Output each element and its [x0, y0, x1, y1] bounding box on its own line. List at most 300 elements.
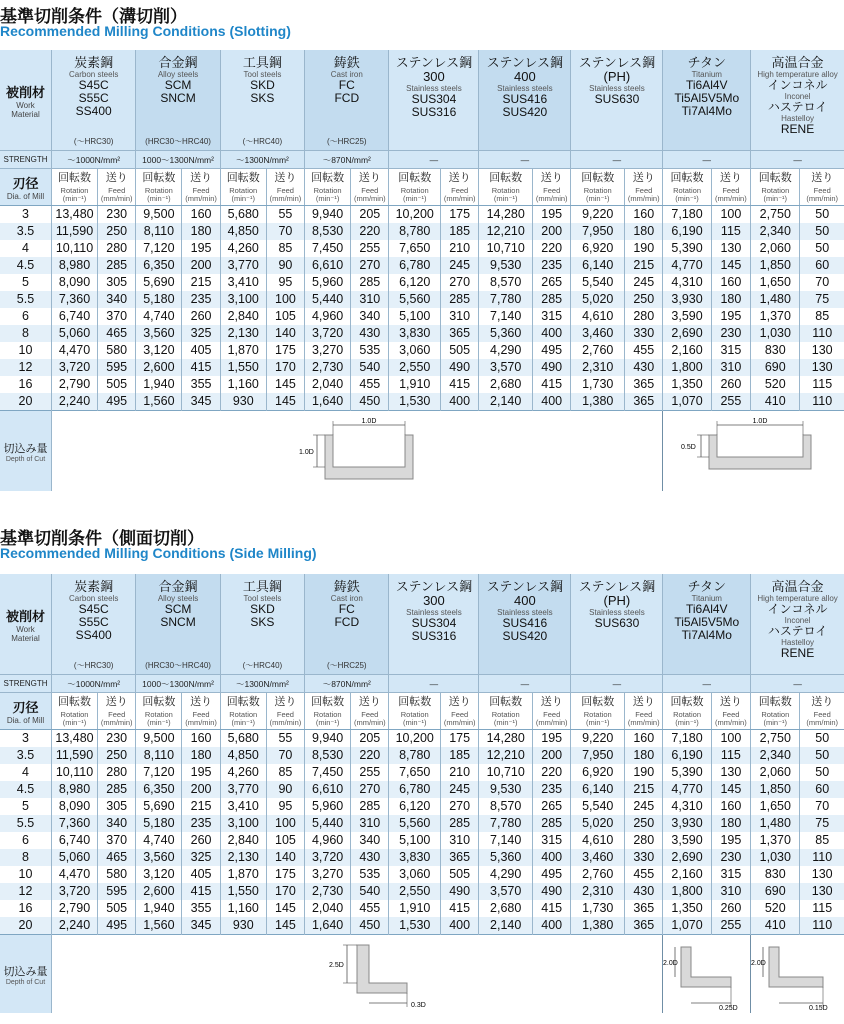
rotation-cell: 1,640: [305, 917, 351, 935]
rotation-cell: 3,560: [136, 849, 182, 866]
side-milling-table: [0, 574, 844, 1013]
rotation-cell: 3,720: [52, 359, 98, 376]
feed-cell: 260: [182, 308, 220, 325]
side-diagram-cell-3: [751, 935, 844, 1014]
rotation-cell: 2,310: [571, 883, 625, 900]
feed-cell: 280: [625, 308, 663, 325]
rotation-cell: 1,850: [751, 257, 800, 274]
rotation-cell: 2,730: [305, 359, 351, 376]
rotation-cell: 6,190: [663, 223, 711, 240]
feed-cell: 255: [351, 240, 389, 257]
diameter-cell: 10: [0, 342, 52, 359]
depth-of-cut-jp: 切込み量: [3, 965, 48, 978]
rotation-cell: 6,780: [389, 257, 441, 274]
feed-cell: 115: [711, 223, 750, 240]
rotation-cell: 4,740: [136, 832, 182, 849]
feed-cell: 145: [266, 393, 304, 411]
feed-cell: 250: [625, 815, 663, 832]
rotation-cell: 1,940: [136, 900, 182, 917]
diameter-cell: 5: [0, 798, 52, 815]
slotting-section: [0, 0, 844, 510]
rotation-cell: 2,340: [751, 747, 800, 764]
feed-cell: 195: [711, 308, 750, 325]
rotation-en: Rotation: [583, 710, 612, 719]
feed-cell: 75: [800, 291, 844, 308]
feed-cell: 190: [625, 240, 663, 257]
rotation-cell: 2,730: [305, 883, 351, 900]
rotation-unit-text: (min⁻¹): [402, 194, 427, 203]
material-name-jp: 工具鋼: [242, 579, 282, 594]
rotation-en: Rotation: [491, 710, 520, 719]
feed-cell: 430: [625, 359, 663, 376]
feed-unit: [533, 709, 571, 730]
material-grade: SUS304: [411, 616, 457, 630]
feed-cell: 285: [98, 257, 136, 274]
material-grade: Inconel: [784, 92, 811, 101]
material-strength: —: [389, 151, 479, 169]
rotation-unit: [389, 185, 441, 206]
feed-cell: 90: [266, 257, 304, 274]
feed-cell: 130: [800, 342, 844, 359]
rotation-header: 回転数: [479, 169, 533, 186]
feed-cell: 235: [182, 291, 220, 308]
feed-cell: 315: [711, 342, 750, 359]
material-grade: Ti7Al4Mo: [681, 628, 732, 642]
rotation-cell: 4,260: [220, 240, 266, 257]
feed-cell: 50: [800, 206, 844, 224]
rotation-cell: 4,310: [663, 798, 711, 815]
material-strength: 1000～1300N/mm²: [136, 151, 220, 169]
table-row: [0, 900, 844, 917]
rotation-unit: [52, 709, 98, 730]
table-row: [0, 308, 844, 325]
work-material-en2: Material: [11, 633, 40, 643]
diameter-label-en: Dia. of Mill: [6, 716, 45, 725]
rotation-cell: 3,060: [389, 342, 441, 359]
material-grade: Ti5Al5V5Mo: [674, 91, 740, 105]
rotation-cell: 3,460: [571, 849, 625, 866]
material-series: 300: [423, 69, 445, 84]
rotation-en: Rotation: [229, 710, 258, 719]
rotation-cell: 8,780: [389, 223, 441, 240]
rotation-cell: 1,070: [663, 393, 711, 411]
rotation-cell: 7,140: [479, 832, 533, 849]
feed-cell: 340: [351, 832, 389, 849]
feed-cell: 345: [182, 917, 220, 935]
material-hardness: (HRC30～HRC40): [145, 661, 211, 670]
slot2-width-label: 1.0D: [753, 418, 768, 425]
feed-unit-text: (mm/min): [806, 194, 839, 203]
material-grade: FCD: [334, 91, 360, 105]
feed-cell: 160: [625, 206, 663, 224]
rotation-cell: 5,390: [663, 764, 711, 781]
material-name-en: Stainless steels: [497, 608, 553, 617]
feed-en: Feed: [543, 186, 561, 195]
rotation-unit-text: (min⁻¹): [763, 718, 788, 727]
feed-cell: 330: [625, 849, 663, 866]
feed-cell: 245: [440, 781, 478, 798]
feed-cell: 180: [182, 747, 220, 764]
feed-unit: [625, 185, 663, 206]
rotation-cell: 9,220: [571, 206, 625, 224]
depth-of-cut-en: Depth of Cut: [5, 455, 46, 463]
rotation-cell: 1,380: [571, 917, 625, 935]
feed-en: Feed: [276, 186, 294, 195]
feed-cell: 145: [266, 376, 304, 393]
feed-cell: 270: [440, 798, 478, 815]
rotation-cell: 5,540: [571, 274, 625, 291]
feed-cell: 365: [625, 393, 663, 411]
rotation-cell: 2,760: [571, 866, 625, 883]
material-grade: SUS420: [502, 629, 548, 643]
rotation-cell: 5,560: [389, 815, 441, 832]
rotation-header: 回転数: [751, 169, 800, 186]
rotation-cell: 2,240: [52, 917, 98, 935]
side-diagram-2: [663, 937, 743, 1011]
diameter-label-en: Dia. of Mill: [6, 192, 45, 201]
rotation-cell: 3,720: [305, 849, 351, 866]
rotation-cell: 5,440: [305, 291, 351, 308]
feed-cell: 340: [98, 815, 136, 832]
material-name-jp: 合金鋼: [158, 55, 198, 70]
material-strength: —: [751, 675, 844, 693]
rotation-header: 回転数: [571, 169, 625, 186]
rotation-unit-text: (min⁻¹): [147, 718, 171, 727]
rotation-cell: 1,530: [389, 393, 441, 411]
rotation-cell: 6,920: [571, 764, 625, 781]
rotation-cell: 4,770: [663, 257, 711, 274]
feed-header: 送り: [182, 693, 220, 710]
rotation-cell: 1,380: [571, 393, 625, 411]
feed-header: 送り: [440, 169, 478, 186]
material-name-en: Stainless steels: [406, 84, 462, 93]
feed-cell: 330: [625, 325, 663, 342]
rotation-cell: 3,830: [389, 325, 441, 342]
feed-cell: 400: [440, 393, 478, 411]
material-grade: RENE: [780, 646, 815, 660]
rotation-header: 回転数: [220, 169, 266, 186]
feed-cell: 95: [266, 274, 304, 291]
material-header: [751, 50, 844, 151]
rotation-cell: 2,140: [479, 393, 533, 411]
rotation-cell: 11,590: [52, 747, 98, 764]
feed-cell: 400: [533, 393, 571, 411]
feed-unit-text: (mm/min): [715, 718, 747, 727]
table-row: [0, 764, 844, 781]
rotation-unit-text: (min⁻¹): [493, 718, 518, 727]
diameter-cell: 16: [0, 900, 52, 917]
rotation-cell: 1,370: [751, 308, 800, 325]
rotation-en: Rotation: [313, 186, 342, 195]
rotation-cell: 5,360: [479, 325, 533, 342]
diameter-cell: 4.5: [0, 257, 52, 274]
feed-unit: [182, 709, 220, 730]
material-grade: SCM: [164, 78, 192, 92]
rotation-cell: 7,360: [52, 815, 98, 832]
material-grade: Ti6Al4V: [685, 602, 728, 616]
side-diagram-3: [751, 937, 835, 1011]
material-header: [305, 50, 389, 151]
table-row: [0, 815, 844, 832]
rotation-cell: 2,040: [305, 376, 351, 393]
rotation-cell: 1,480: [751, 815, 800, 832]
feed-cell: 430: [625, 883, 663, 900]
material-name-en: Carbon steels: [69, 70, 119, 79]
rotation-cell: 1,730: [571, 376, 625, 393]
feed-cell: 540: [351, 883, 389, 900]
feed-cell: 185: [440, 223, 478, 240]
side-title-en: Recommended Milling Conditions (Side Milling): [0, 545, 317, 561]
rotation-cell: 930: [220, 917, 266, 935]
rotation-cell: 2,060: [751, 240, 800, 257]
feed-cell: 260: [182, 832, 220, 849]
feed-cell: 100: [711, 206, 750, 224]
work-material-en1: Work: [16, 624, 35, 634]
rotation-header: 回転数: [663, 693, 711, 710]
material-name-jp: 炭素鋼: [74, 579, 114, 594]
feed-cell: 355: [182, 900, 220, 917]
rotation-en: Rotation: [229, 186, 258, 195]
rotation-cell: 3,830: [389, 849, 441, 866]
rotation-cell: 830: [751, 866, 800, 883]
slot2-depth-label: 0.5D: [681, 444, 697, 451]
rotation-cell: 690: [751, 359, 800, 376]
rotation-cell: 5,690: [136, 798, 182, 815]
feed-cell: 305: [98, 274, 136, 291]
diameter-cell: 8: [0, 325, 52, 342]
feed-cell: 270: [440, 274, 478, 291]
rotation-cell: 2,680: [479, 376, 533, 393]
depth-of-cut-en: Depth of Cut: [5, 978, 46, 986]
rotation-cell: 1,870: [220, 866, 266, 883]
feed-unit: [440, 185, 478, 206]
table-row: [0, 781, 844, 798]
rotation-cell: 9,500: [136, 730, 182, 748]
slot-diagram-half: [671, 417, 821, 487]
feed-cell: 195: [533, 730, 571, 748]
feed-cell: 255: [711, 917, 750, 935]
feed-cell: 110: [800, 917, 844, 935]
slotting-title-jp: 基準切削条件（溝切削）: [0, 7, 187, 26]
rotation-cell: 5,100: [389, 308, 441, 325]
diameter-cell: 3.5: [0, 223, 52, 240]
rotation-cell: 2,600: [136, 883, 182, 900]
material-hardness: (～HRC25): [327, 137, 367, 146]
feed-en: Feed: [635, 186, 653, 195]
material-grade: S55C: [78, 91, 109, 105]
diameter-cell: 4: [0, 764, 52, 781]
feed-cell: 205: [351, 206, 389, 224]
material-header: [571, 50, 663, 151]
table-row: [0, 849, 844, 866]
rotation-cell: 3,720: [305, 325, 351, 342]
rotation-en: Rotation: [144, 710, 173, 719]
feed-header: 送り: [440, 693, 478, 710]
rotation-cell: 7,450: [305, 240, 351, 257]
feed-cell: 450: [351, 393, 389, 411]
rotation-cell: 3,770: [220, 781, 266, 798]
rotation-en: Rotation: [673, 710, 702, 719]
feed-cell: 140: [266, 849, 304, 866]
feed-cell: 115: [711, 747, 750, 764]
rotation-header: 回転数: [663, 169, 711, 186]
rotation-en: Rotation: [60, 710, 89, 719]
feed-cell: 50: [800, 764, 844, 781]
work-material-label: [0, 574, 52, 675]
rotation-cell: 5,360: [479, 849, 533, 866]
feed-cell: 210: [440, 240, 478, 257]
work-material-en1: Work: [16, 100, 35, 110]
material-grade: FCD: [334, 615, 360, 629]
rotation-cell: 6,140: [571, 257, 625, 274]
feed-cell: 285: [351, 798, 389, 815]
feed-cell: 200: [182, 257, 220, 274]
feed-cell: 325: [182, 325, 220, 342]
material-grade: SUS416: [502, 92, 548, 106]
feed-cell: 185: [440, 747, 478, 764]
material-series: 300: [423, 593, 445, 608]
rotation-cell: 3,270: [305, 342, 351, 359]
table-row: [0, 866, 844, 883]
feed-cell: 365: [440, 849, 478, 866]
rotation-cell: 3,570: [479, 359, 533, 376]
rotation-cell: 12,210: [479, 747, 533, 764]
rotation-cell: 7,180: [663, 730, 711, 748]
feed-cell: 115: [800, 376, 844, 393]
feed-unit-text: (mm/min): [185, 718, 217, 727]
rotation-cell: 9,500: [136, 206, 182, 224]
material-grade: FC: [338, 78, 355, 92]
rotation-header: 回転数: [751, 693, 800, 710]
rotation-cell: 1,730: [571, 900, 625, 917]
feed-cell: 175: [266, 866, 304, 883]
material-header: [52, 574, 136, 675]
rotation-cell: 1,910: [389, 900, 441, 917]
feed-cell: 455: [351, 376, 389, 393]
feed-cell: 175: [440, 206, 478, 224]
feed-cell: 280: [625, 832, 663, 849]
rotation-cell: 3,100: [220, 815, 266, 832]
table-row: [0, 223, 844, 240]
rotation-cell: 2,750: [751, 730, 800, 748]
material-name-jp: 高温合金: [771, 579, 824, 594]
table-row: [0, 917, 844, 935]
feed-unit-text: (mm/min): [269, 194, 302, 203]
material-name-en: High temperature alloy: [757, 594, 838, 603]
side3-depth-label: 2.0D: [751, 960, 766, 967]
feed-cell: 175: [440, 730, 478, 748]
rotation-cell: 2,690: [663, 325, 711, 342]
material-name-en: Tool steels: [243, 70, 282, 79]
rotation-cell: 2,600: [136, 359, 182, 376]
rotation-cell: 3,590: [663, 308, 711, 325]
feed-cell: 235: [533, 781, 571, 798]
feed-cell: 230: [98, 730, 136, 748]
rotation-cell: 7,950: [571, 747, 625, 764]
side2-depth-label: 2.0D: [663, 960, 679, 967]
feed-cell: 340: [98, 291, 136, 308]
material-strength: ～1300N/mm²: [220, 151, 304, 169]
depth-of-cut-jp: 切込み量: [3, 442, 48, 455]
feed-cell: 310: [440, 308, 478, 325]
table-row: [0, 291, 844, 308]
rotation-cell: 2,750: [751, 206, 800, 224]
rotation-unit-text: (min⁻¹): [315, 194, 340, 203]
material-name-en: Stainless steels: [589, 608, 645, 617]
rotation-unit-text: (min⁻¹): [493, 194, 518, 203]
slot-width-label: 1.0D: [361, 418, 377, 425]
rotation-cell: 1,030: [751, 849, 800, 866]
rotation-cell: 1,370: [751, 832, 800, 849]
rotation-unit-text: (min⁻¹): [402, 718, 427, 727]
rotation-cell: 4,850: [220, 747, 266, 764]
feed-cell: 365: [625, 900, 663, 917]
feed-cell: 220: [533, 240, 571, 257]
material-grade: SKD: [250, 78, 275, 92]
feed-cell: 255: [711, 393, 750, 411]
feed-unit-text: (mm/min): [806, 718, 839, 727]
feed-cell: 230: [711, 325, 750, 342]
feed-unit: [800, 185, 844, 206]
rotation-cell: 410: [751, 917, 800, 935]
feed-unit-text: (mm/min): [269, 718, 302, 727]
feed-header: 送り: [98, 693, 136, 710]
rotation-unit-text: (min⁻¹): [585, 194, 610, 203]
rotation-cell: 10,710: [479, 764, 533, 781]
feed-cell: 345: [182, 393, 220, 411]
rotation-cell: 5,680: [220, 730, 266, 748]
feed-unit: [711, 185, 750, 206]
feed-cell: 260: [711, 900, 750, 917]
feed-cell: 115: [800, 900, 844, 917]
feed-header: 送り: [533, 169, 571, 186]
material-hardness: (～HRC40): [242, 661, 283, 670]
feed-cell: 180: [625, 223, 663, 240]
rotation-header: 回転数: [52, 693, 98, 710]
rotation-en: Rotation: [144, 186, 173, 195]
rotation-cell: 4,290: [479, 866, 533, 883]
diameter-label-jp: 刃径: [12, 700, 39, 715]
feed-cell: 400: [533, 849, 571, 866]
feed-en: Feed: [451, 186, 469, 195]
diameter-label-jp: 刃径: [12, 176, 39, 191]
rotation-header: 回転数: [571, 693, 625, 710]
feed-cell: 250: [625, 291, 663, 308]
feed-cell: 310: [440, 832, 478, 849]
rotation-cell: 1,350: [663, 376, 711, 393]
rotation-cell: 5,540: [571, 798, 625, 815]
feed-cell: 400: [533, 917, 571, 935]
rotation-unit: [136, 185, 182, 206]
feed-header: 送り: [711, 693, 750, 710]
material-strength: ～1000N/mm²: [52, 151, 136, 169]
rotation-unit-text: (min⁻¹): [62, 194, 87, 203]
feed-cell: 195: [182, 764, 220, 781]
material-grade: Ti7Al4Mo: [681, 104, 732, 118]
feed-unit: [266, 709, 304, 730]
rotation-cell: 5,020: [571, 815, 625, 832]
material-name-jp: ステンレス鋼: [578, 579, 656, 594]
feed-cell: 400: [533, 325, 571, 342]
rotation-cell: 4,290: [479, 342, 533, 359]
material-header: [136, 50, 220, 151]
feed-cell: 145: [711, 781, 750, 798]
rotation-en: Rotation: [400, 710, 429, 719]
feed-header: 送り: [800, 169, 844, 186]
diameter-cell: 12: [0, 359, 52, 376]
feed-en: Feed: [361, 186, 379, 195]
rotation-cell: 9,530: [479, 781, 533, 798]
